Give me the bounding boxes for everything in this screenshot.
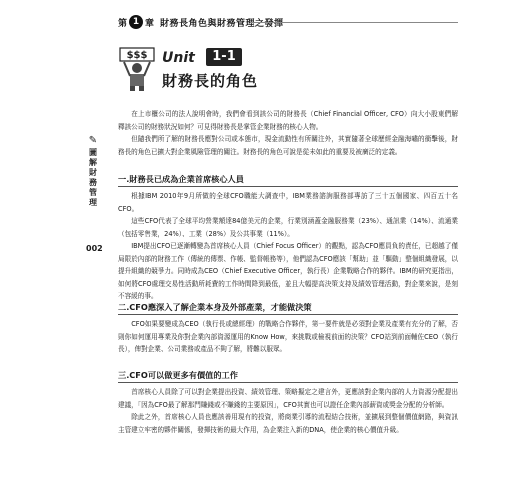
section-1-rule [118, 186, 458, 187]
section-paragraph: 首席核心人員除了可以對企業提出投資、績效管理、策略擬定之建言外，更應該對企業內部的人力資源分配提出建議，「因為CFO最了解那門賺錢或不賺錢的主要原因」，CFO其實也可以證任企業內部薪資或獎金分配的分析師。 [118, 388, 458, 409]
chapter-title: 財務長角色與財務管理之發揮 [160, 18, 284, 29]
intro-paragraph: 在上市櫃公司的法人說明會時，我們會看到該公司的財務長（Chief Financial Officer, CFO）向大小股東們解釋該公司的財務狀況如何？可見得財務長是掌管企業財務的核心人物。 [118, 110, 458, 131]
chapter-number-badge: 1 [129, 15, 143, 29]
section-3-heading: 三.CFO可以做更多有價值的工作 [118, 370, 238, 380]
chapter-prefix: 第 [118, 18, 128, 29]
section-2-rule [118, 314, 458, 315]
book-title-text: 圖解財務管理 [89, 148, 97, 207]
header-divider [250, 22, 458, 23]
unit-number: 1-1 [206, 48, 242, 66]
money-sign-text: $$$ [126, 50, 148, 61]
section-paragraph: 根據IBM 2010年9月所做的全球CFO職能大調查中，IBM業務諮詢服務部專訪了三十五個國家、四百五十名CFO。 [118, 192, 458, 213]
sidebar-book-title [87, 136, 99, 208]
intro-paragraph: 但隨我們所了解的財務長應對公司或本態市，現金流動性有所關注外，其實隨著全球歷經金融海嘯的衝擊後，財務長的角色已擴大對企業風險管理的關注。財務長的角色可說是從未如此的重要及被廣泛的定義。 [118, 135, 458, 156]
unit-label: Unit [162, 50, 195, 66]
section-2-heading: 二.CFO應深入了解企業本身及外部產業，才能做決策 [118, 302, 312, 312]
section-paragraph: IBM提出CFO已逐漸轉變為首席核心人員（Chief Focus Officer）的觀點，認為CFO應員負的責任，已超越了僅局限於內部的財務工作（傳統的傳票、作帳、監督帳務等），他們認為CFO應該「幫助」並「驅動」整個組織發展，以提升組織的競爭力。同時成為CEO（Chief Executive Officer，執行長）企業戰略合作的夥伴。IBM的研究更指出，如何將CFO處理交易性活動所耗費的工作時間降到最低，並且大幅提高決策支持及績效管理活動，對企業來說，是刻不容緩的事。 [118, 242, 458, 300]
pen-icon: ✎ [88, 135, 98, 146]
section-1-body [118, 190, 458, 303]
section-3-rule [118, 382, 458, 383]
unit-heading [118, 46, 258, 92]
section-1-heading: 一.財務長已成為企業首席核心人員 [118, 174, 244, 184]
page-number: 002 [86, 244, 103, 253]
money-figure-icon [118, 46, 156, 92]
section-paragraph: CFO如果要變成為CEO（執行長或總經理）的戰略合作夥伴，第一要件就是必須對企業及產業有充分的了解，否則你如何運用專業及你對企業內部資源運用的Know How，來挑戰或檢視前面的決策？CFO站到前面輔佐CEO（執行長），俾對企業、公司業務或產品不夠了解，將難以服眾。 [118, 320, 458, 353]
section-paragraph: 除此之外，首席核心人員也應該善用現有的投資，將商業引導的流程結合技術，並擴展到整個價值網路，與資訊主管建立牢密的夥伴關係，發揮技術的最大作用，為企業注入新的DNA，使企業的核心價值升級。 [118, 413, 458, 434]
section-3-body [118, 386, 458, 436]
section-paragraph: 這些CFO代表了全球平均營業額達84億美元的企業，行業別涵蓋金融服務業（23%）、通訊業（14%）、流通業（包括零售業，24%）、工業（28%）及公共事業（11%）。 [118, 217, 458, 238]
intro-text [118, 108, 458, 158]
unit-title: 財務長的角色 [162, 72, 259, 90]
section-2-body [118, 318, 458, 356]
chapter-suffix: 章 [145, 18, 155, 29]
